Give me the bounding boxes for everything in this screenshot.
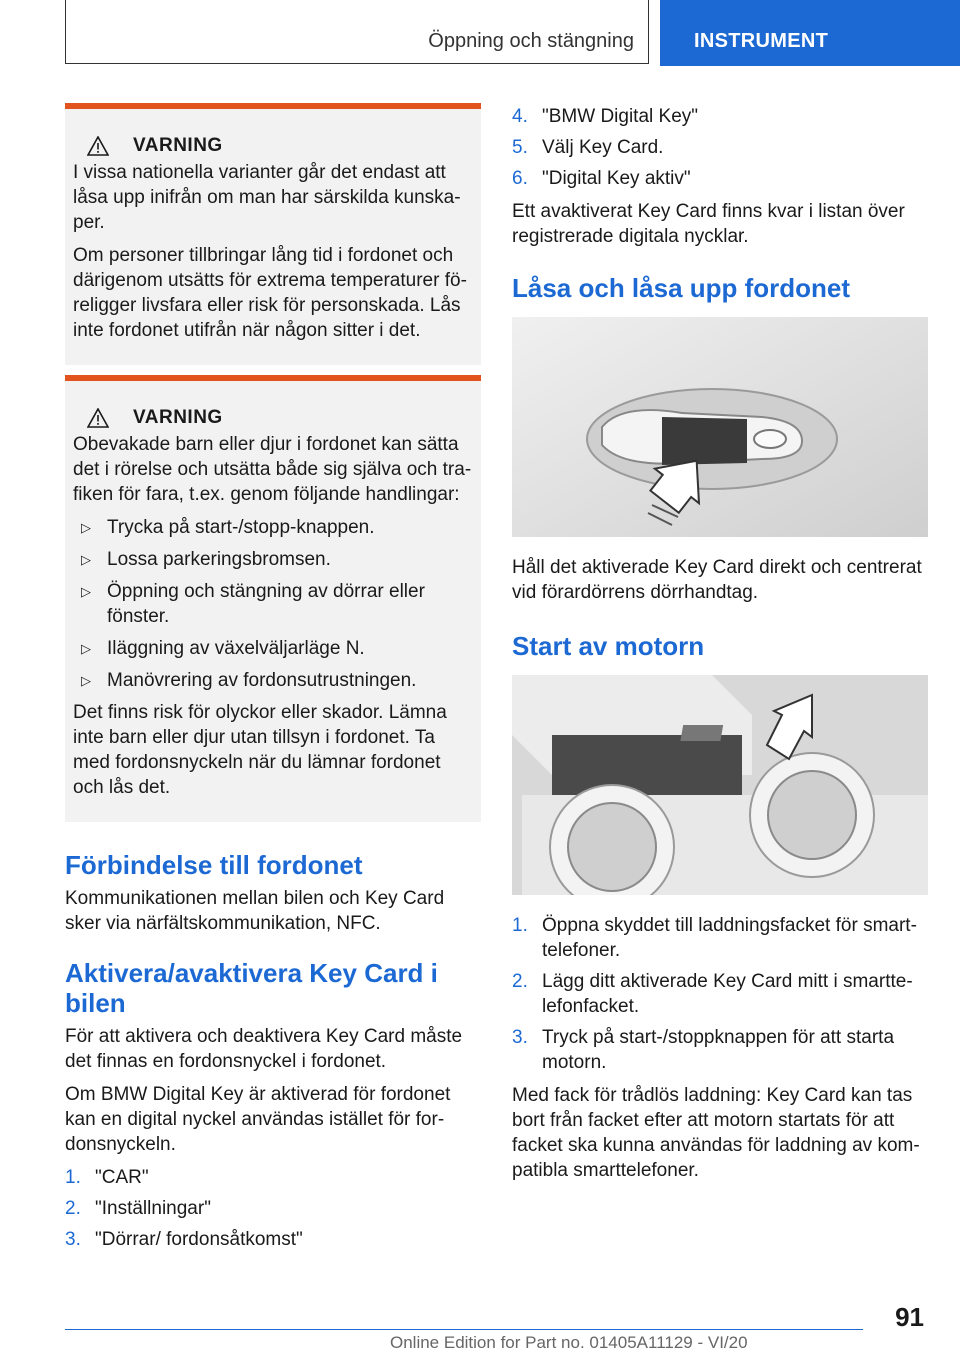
step-number: 6. — [512, 168, 528, 189]
warning-text: Om personer tillbringar lång tid i fordonet och därigenom utsätts för extrema temperaturer föreligger livsfara eller risk för personskada. Lås inte fordonet utifrån när någon sitter i det. — [73, 245, 467, 341]
list-item: ▷ Trycka på start-/stopp-knappen. — [73, 515, 473, 540]
body-text: Kommunikationen mellan bilen och Key Card sker via närfältskommunikation, NFC. — [65, 888, 445, 934]
steps-list — [65, 1165, 481, 1252]
step-number: 2. — [512, 971, 528, 992]
step-number: 2. — [65, 1198, 81, 1219]
steps-list — [512, 913, 928, 1075]
page-number: 91 — [895, 1302, 924, 1332]
list-item — [512, 135, 928, 160]
step-text: Lägg ditt aktiverade Key Card mitt i smarttelefonfacket. — [542, 971, 913, 1017]
step-text: "Dörrar/ fordonsåtkomst" — [95, 1229, 303, 1250]
page-header — [0, 0, 960, 66]
step-text: "BMW Digital Key" — [542, 106, 699, 127]
right-column — [512, 104, 928, 1191]
body-text: Om BMW Digital Key är aktiverad för fordonet kan en digital nyckel användas istället för fordonsnyckeln. — [65, 1084, 451, 1155]
step-text: "CAR" — [95, 1167, 149, 1188]
footer-divider — [65, 1329, 863, 1330]
warning-triangle-icon — [87, 136, 109, 156]
step-text: Tryck på start-/stoppknappen för att starta motorn. — [542, 1027, 895, 1073]
warning-box-1 — [65, 103, 481, 365]
image-caption: Håll det aktiverade Key Card direkt och centrerat vid förardörrens dörrhandtag. — [512, 557, 922, 603]
warning-label: VARNING — [133, 135, 223, 156]
step-text: Välj Key Card. — [542, 137, 664, 158]
list-item: ▷ Öppning och stängning av dörrar eller fönster. — [73, 579, 473, 629]
section-title-box — [65, 0, 649, 64]
list-item — [512, 104, 928, 129]
edition-text: Online Edition for Part no. 01405A11129 - VI/20 — [390, 1333, 748, 1352]
warning-header — [87, 133, 473, 158]
warning-intro: Obevakade barn eller djur i fordonet kan sätta det i rörelse och utsätta både sig själva och trafiken för fara, t.ex. genom följande handlingar: — [73, 434, 472, 505]
warning-text: I vissa nationella varianter går det endast att låsa upp inifrån om man har särskilda kunskaper. — [73, 162, 461, 233]
steps-list — [512, 104, 928, 191]
list-item: ▷ Iläggning av växelväljarläge N. — [73, 636, 473, 661]
section-title: Öppning och stängning — [428, 30, 634, 52]
list-item — [512, 166, 928, 191]
warning-label: VARNING — [133, 407, 223, 428]
step-number: 3. — [512, 1027, 528, 1048]
chapter-tab[interactable] — [660, 0, 960, 66]
list-item: ▷ Manövrering av fordonsutrustningen. — [73, 668, 473, 693]
center-console-illustration — [512, 675, 928, 895]
section-heading: Aktivera/avaktivera Key Card i bilen — [65, 958, 438, 1018]
step-number: 5. — [512, 137, 528, 158]
warning-bullet-list — [73, 515, 473, 693]
step-text: "Digital Key aktiv" — [542, 168, 691, 189]
step-number: 1. — [65, 1167, 81, 1188]
list-item — [65, 1165, 481, 1190]
body-text: Med fack för trådlös laddning: Key Card kan tas bort från facket efter att motorn startats för att facket ska kunna användas för laddning av kompatibla smarttelefoner. — [512, 1085, 920, 1181]
step-number: 4. — [512, 106, 528, 127]
warning-header — [87, 405, 473, 430]
list-item — [65, 1196, 481, 1221]
door-handle-illustration — [512, 317, 928, 537]
section-heading: Start av motorn — [512, 631, 705, 661]
section-heading: Förbindelse till fordonet — [65, 850, 363, 880]
step-text: Öppna skyddet till laddningsfacket för smarttelefoner. — [542, 915, 917, 961]
step-number: 1. — [512, 915, 528, 936]
list-item — [512, 969, 928, 1019]
list-item — [65, 1227, 481, 1252]
left-column — [65, 103, 481, 1260]
list-item — [512, 1025, 928, 1075]
list-item: ▷ Lossa parkeringsbromsen. — [73, 547, 473, 572]
section-heading: Låsa och låsa upp fordonet — [512, 273, 851, 303]
warning-box-2 — [65, 375, 481, 822]
step-text: "Inställningar" — [95, 1198, 211, 1219]
step-number: 3. — [65, 1229, 81, 1250]
body-text: För att aktivera och deaktivera Key Card måste det finnas en fordonsnyckel i fordonet. — [65, 1026, 463, 1072]
chapter-tab-label: INSTRUMENT — [694, 30, 829, 52]
warning-triangle-icon — [87, 408, 109, 428]
body-text: Ett avaktiverat Key Card finns kvar i listan över registrerade digitala nycklar. — [512, 201, 905, 247]
warning-outro: Det finns risk för olyckor eller skador. Lämna inte barn eller djur utan tillsyn i fordonet. Ta med fordonsnyckeln när du lämnar fordonet och lås det. — [73, 702, 447, 798]
list-item — [512, 913, 928, 963]
